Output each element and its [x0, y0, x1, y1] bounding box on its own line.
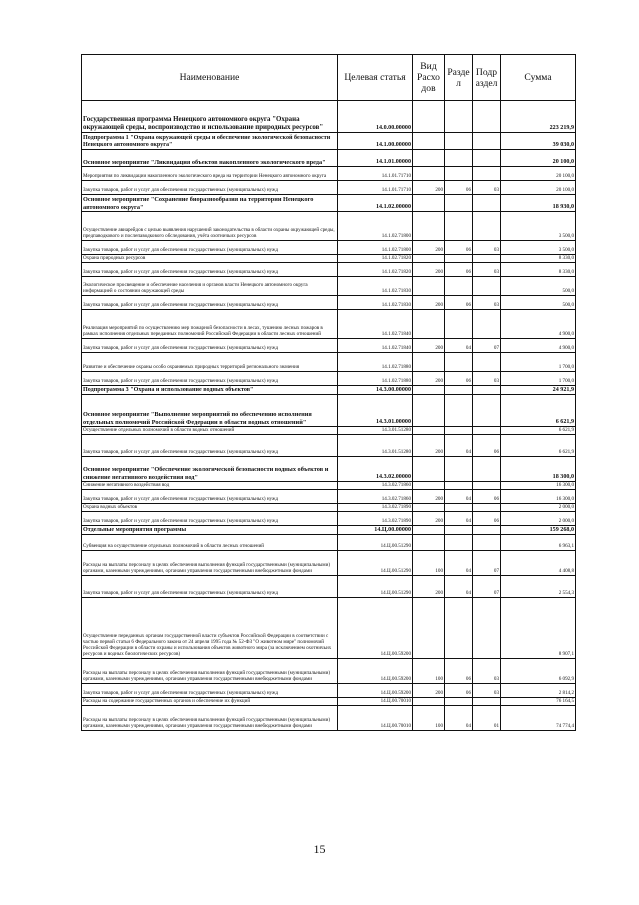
table-row: [82, 457, 576, 482]
row-subsection: [473, 353, 501, 372]
row-target-code: 14.3.02.71890: [338, 504, 413, 512]
row-sum: 18 930,0: [501, 195, 576, 212]
row-subsection: [473, 698, 501, 706]
row-target-code: 14.1.02.71820: [338, 263, 413, 277]
row-section: [445, 427, 473, 435]
table-row: [82, 512, 576, 526]
row-target-code: 14.1.02.71820: [338, 255, 413, 263]
row-section: [445, 101, 473, 133]
table-row: [82, 504, 576, 512]
row-section: [445, 353, 473, 372]
row-sum: 2 000,0: [501, 512, 576, 526]
row-expense-type: 200: [413, 181, 445, 195]
row-name: Осуществление переданных органам государственной власти субъектов Российской Федерации в соответствии с частью первой статьи 6 Федерального закона от 24 апреля 1995 года № 52-ФЗ "О животном мире" полномочий Российской Федерации в области охраны и использования объектов животного мира (за исключением охотничьих ресурсов и водных биологических ресурсов): [82, 598, 338, 659]
row-subsection: [473, 101, 501, 133]
row-section: [445, 386, 473, 395]
row-expense-type: [413, 535, 445, 551]
row-expense-type: 200: [413, 435, 445, 457]
row-sum: 76 164,5: [501, 698, 576, 706]
table-row: [82, 372, 576, 386]
row-name: Основное мероприятие "Выполнение мероприятий по обеспечению исполнения отдельных полномочий Российской Федерации в области водных отношений": [82, 395, 338, 427]
row-name: Расходы на выплаты персоналу в целях обеспечения выполнения функций государственными (муниципальными) органами, казенными учреждениями, органами управления государственными внебюджетными фондами: [82, 551, 338, 576]
row-target-code: 14.3.02.00000: [338, 457, 413, 482]
row-subsection: 07: [473, 576, 501, 598]
table-row: [82, 255, 576, 263]
table-row: [82, 535, 576, 551]
header-subsection: Подр аздел: [473, 55, 501, 101]
row-subsection: 07: [473, 551, 501, 576]
table-row: [82, 706, 576, 731]
row-target-code: 14.3.01.51280: [338, 427, 413, 435]
row-subsection: 06: [473, 490, 501, 504]
row-sum: 6 621,9: [501, 435, 576, 457]
row-target-code: 14.Ц.00.51290: [338, 535, 413, 551]
row-section: 06: [445, 659, 473, 684]
row-name: Мероприятия по ликвидации накопленного экологического вреда на территории Ненецкого автономного округа: [82, 167, 338, 181]
row-sum: 2 814,2: [501, 684, 576, 698]
row-sum: 20 100,0: [501, 167, 576, 181]
header-section: Разде л: [445, 55, 473, 101]
row-section: 06: [445, 241, 473, 255]
row-section: [445, 457, 473, 482]
row-section: [445, 150, 473, 167]
row-target-code: 14.3.02.71890: [338, 512, 413, 526]
row-subsection: 03: [473, 241, 501, 255]
row-target-code: 14.Ц.00.70010: [338, 698, 413, 706]
row-name: Экологическое просвещение и обеспечение населения и органов власти Ненецкого автономного округа информацией о состоянии окружающей среды: [82, 277, 338, 296]
row-expense-type: 200: [413, 512, 445, 526]
row-section: [445, 195, 473, 212]
row-target-code: 14.1.01.00000: [338, 150, 413, 167]
row-sum: 16 300,0: [501, 490, 576, 504]
row-subsection: [473, 535, 501, 551]
row-sum: 8 330,0: [501, 255, 576, 263]
row-sum: 18 300,0: [501, 457, 576, 482]
row-target-code: 14.Ц.00.00000: [338, 526, 413, 535]
row-target-code: 14.1.02.71830: [338, 296, 413, 310]
row-target-code: 14.1.02.71840: [338, 339, 413, 353]
row-subsection: [473, 212, 501, 241]
row-name: Подпрограмма 3 "Охрана и использование водных объектов": [82, 386, 338, 395]
page-number: 15: [313, 842, 326, 856]
row-sum: 16 300,0: [501, 482, 576, 490]
row-target-code: 14.0.00.00000: [338, 101, 413, 133]
row-sum: 500,0: [501, 277, 576, 296]
row-name: Субвенция на осуществление отдельных полномочий в области лесных отношений: [82, 535, 338, 551]
row-subsection: 07: [473, 339, 501, 353]
row-section: [445, 504, 473, 512]
row-expense-type: [413, 310, 445, 339]
row-name: Расходы на содержание государственных органов и обеспечение их функций: [82, 698, 338, 706]
row-expense-type: [413, 277, 445, 296]
table-row: [82, 353, 576, 372]
table-row: [82, 101, 576, 133]
row-sum: 20 100,0: [501, 150, 576, 167]
row-subsection: [473, 526, 501, 535]
row-target-code: 14.3.02.71860: [338, 490, 413, 504]
row-section: [445, 535, 473, 551]
row-sum: 20 100,0: [501, 181, 576, 195]
row-name: Закупка товаров, работ и услуг для обеспечения государственных (муниципальных) нужд: [82, 181, 338, 195]
table-row: [82, 490, 576, 504]
row-section: [445, 482, 473, 490]
row-expense-type: 100: [413, 659, 445, 684]
row-name: Основное мероприятие "Обеспечение экологической безопасности водных объектов и снижение негативного воздействия вод": [82, 457, 338, 482]
row-name: Подпрограмма 1 "Охрана окружающей среды и обеспечение экологической безопасности Ненецкого автономного округа": [82, 133, 338, 150]
row-sum: 2 554,3: [501, 576, 576, 598]
row-sum: 8 907,1: [501, 598, 576, 659]
row-sum: 39 030,0: [501, 133, 576, 150]
header-sum: Сумма: [501, 55, 576, 101]
row-target-code: 14.Ц.00.59200: [338, 598, 413, 659]
table-row: [82, 263, 576, 277]
table-row: [82, 698, 576, 706]
row-expense-type: [413, 698, 445, 706]
row-subsection: [473, 150, 501, 167]
row-sum: 6 963,1: [501, 535, 576, 551]
row-target-code: 14.Ц.00.59200: [338, 684, 413, 698]
row-expense-type: [413, 482, 445, 490]
row-subsection: [473, 457, 501, 482]
row-subsection: [473, 386, 501, 395]
row-name: Расходы на выплаты персоналу в целях обеспечения выполнения функций государственными (муниципальными) органами, казенными учреждениями, органами управления государственными внебюджетными фондами: [82, 659, 338, 684]
table-row: [82, 296, 576, 310]
table-row: [82, 241, 576, 255]
table-row: [82, 395, 576, 427]
row-target-code: 14.3.00.00000: [338, 386, 413, 395]
row-expense-type: 200: [413, 263, 445, 277]
row-target-code: 14.1.02.00000: [338, 195, 413, 212]
row-target-code: 14.3.01.00000: [338, 395, 413, 427]
row-sum: 4 900,0: [501, 310, 576, 339]
table-row: [82, 551, 576, 576]
row-name: Охрана водных объектов: [82, 504, 338, 512]
row-section: 06: [445, 684, 473, 698]
row-name: Закупка товаров, работ и услуг для обеспечения государственных (муниципальных) нужд: [82, 241, 338, 255]
row-name: Расходы на выплаты персоналу в целях обеспечения выполнения функций государственными (муниципальными) органами, казенными учреждениями, органами управления государственными внебюджетными фондами: [82, 706, 338, 731]
table-row: [82, 150, 576, 167]
row-target-code: 14.1.02.71880: [338, 372, 413, 386]
row-subsection: 01: [473, 706, 501, 731]
row-sum: 159 268,0: [501, 526, 576, 535]
row-section: [445, 310, 473, 339]
row-subsection: [473, 255, 501, 263]
row-target-code: 14.1.02.71840: [338, 310, 413, 339]
row-name: Закупка товаров, работ и услуг для обеспечения государственных (муниципальных) нужд: [82, 296, 338, 310]
row-name: Осуществление отдельных полномочий в области водных отношений: [82, 427, 338, 435]
row-name: Основное мероприятие "Сохранение биоразнообразия на территории Ненецкого автономного округа": [82, 195, 338, 212]
row-name: Снижение негативного воздействия вод: [82, 482, 338, 490]
header-code: Целевая статья: [338, 55, 413, 101]
table-row: [82, 576, 576, 598]
table-row: [82, 133, 576, 150]
row-expense-type: [413, 255, 445, 263]
row-target-code: 14.1.02.71800: [338, 241, 413, 255]
row-name: Закупка товаров, работ и услуг для обеспечения государственных (муниципальных) нужд: [82, 372, 338, 386]
budget-table: [81, 54, 576, 731]
row-section: [445, 526, 473, 535]
header-expense-type: Вид Расхо дов: [413, 55, 445, 101]
row-section: 06: [445, 372, 473, 386]
table-row: [82, 212, 576, 241]
header-name: Наименование: [82, 55, 338, 101]
row-subsection: [473, 598, 501, 659]
row-expense-type: 200: [413, 490, 445, 504]
row-target-code: 14.1.02.71830: [338, 277, 413, 296]
row-subsection: 03: [473, 296, 501, 310]
row-expense-type: [413, 353, 445, 372]
row-expense-type: [413, 526, 445, 535]
row-name: Закупка товаров, работ и услуг для обеспечения государственных (муниципальных) нужд: [82, 684, 338, 698]
table-row: [82, 181, 576, 195]
row-section: 04: [445, 576, 473, 598]
row-expense-type: [413, 504, 445, 512]
row-subsection: [473, 427, 501, 435]
row-target-code: 14.Ц.00.70010: [338, 706, 413, 731]
row-subsection: [473, 395, 501, 427]
row-sum: 1 700,0: [501, 353, 576, 372]
row-expense-type: [413, 212, 445, 241]
row-target-code: 14.1.02.71880: [338, 353, 413, 372]
row-sum: 74 774,4: [501, 706, 576, 731]
row-expense-type: 200: [413, 684, 445, 698]
row-section: [445, 698, 473, 706]
table-header-row: [82, 55, 576, 101]
table-row: [82, 386, 576, 395]
row-expense-type: [413, 167, 445, 181]
row-subsection: 03: [473, 684, 501, 698]
row-name: Реализация мероприятий по осуществлению мер пожарной безопасности в лесах, тушению лесных пожаров в рамках исполнения отдельных переданных полномочий Российской Федерации в области лесных отношений: [82, 310, 338, 339]
row-expense-type: [413, 195, 445, 212]
row-section: [445, 212, 473, 241]
row-section: [445, 167, 473, 181]
row-subsection: 06: [473, 512, 501, 526]
row-expense-type: 200: [413, 241, 445, 255]
row-target-code: 14.1.00.00000: [338, 133, 413, 150]
row-expense-type: [413, 457, 445, 482]
row-subsection: [473, 133, 501, 150]
row-expense-type: [413, 101, 445, 133]
row-sum: 1 700,0: [501, 372, 576, 386]
row-name: Закупка товаров, работ и услуг для обеспечения государственных (муниципальных) нужд: [82, 490, 338, 504]
row-expense-type: 200: [413, 339, 445, 353]
table-row: [82, 435, 576, 457]
row-subsection: [473, 310, 501, 339]
row-expense-type: [413, 395, 445, 427]
row-section: [445, 598, 473, 659]
row-name: Основное мероприятие "Ликвидация объектов накопленного экологического вреда": [82, 150, 338, 167]
table-row: [82, 277, 576, 296]
table-row: [82, 427, 576, 435]
row-section: 06: [445, 181, 473, 195]
row-name: Отдельные мероприятия программы: [82, 526, 338, 535]
table-row: [82, 598, 576, 659]
row-target-code: 14.Ц.00.51290: [338, 551, 413, 576]
row-sum: 2 000,0: [501, 504, 576, 512]
row-sum: 223 219,9: [501, 101, 576, 133]
row-sum: 4 900,0: [501, 339, 576, 353]
row-sum: 8 330,0: [501, 263, 576, 277]
row-expense-type: 200: [413, 372, 445, 386]
row-target-code: 14.1.01.71710: [338, 167, 413, 181]
row-subsection: 03: [473, 659, 501, 684]
row-subsection: 03: [473, 181, 501, 195]
row-name: Охрана природных ресурсов: [82, 255, 338, 263]
row-expense-type: 100: [413, 551, 445, 576]
row-subsection: [473, 167, 501, 181]
row-section: 04: [445, 435, 473, 457]
row-sum: 3 500,0: [501, 212, 576, 241]
row-name: Закупка товаров, работ и услуг для обеспечения государственных (муниципальных) нужд: [82, 435, 338, 457]
row-name: Государственная программа Ненецкого автономного округа "Охрана окружающей среды, воспроизводство и использование природных ресурсов": [82, 101, 338, 133]
table-row: [82, 526, 576, 535]
row-target-code: 14.1.02.71800: [338, 212, 413, 241]
table-row: [82, 482, 576, 490]
row-section: 04: [445, 339, 473, 353]
row-target-code: 14.Ц.00.59200: [338, 659, 413, 684]
row-sum: 3 500,0: [501, 241, 576, 255]
row-section: [445, 255, 473, 263]
row-sum: 4 408,8: [501, 551, 576, 576]
row-section: 04: [445, 706, 473, 731]
row-expense-type: [413, 386, 445, 395]
row-expense-type: 200: [413, 576, 445, 598]
row-name: Развитие и обеспечение охраны особо охраняемых природных территорий регионального значения: [82, 353, 338, 372]
row-name: Закупка товаров, работ и услуг для обеспечения государственных (муниципальных) нужд: [82, 512, 338, 526]
row-section: [445, 277, 473, 296]
table-row: [82, 684, 576, 698]
row-expense-type: [413, 150, 445, 167]
row-subsection: [473, 277, 501, 296]
row-sum: 6 621,9: [501, 395, 576, 427]
table-body: [82, 101, 576, 731]
table-row: [82, 310, 576, 339]
row-target-code: 14.3.01.51280: [338, 435, 413, 457]
row-section: 04: [445, 490, 473, 504]
row-target-code: 14.1.01.71710: [338, 181, 413, 195]
row-expense-type: [413, 133, 445, 150]
row-section: [445, 395, 473, 427]
row-sum: 24 921,9: [501, 386, 576, 395]
row-sum: 6 092,9: [501, 659, 576, 684]
row-expense-type: [413, 427, 445, 435]
table-row: [82, 659, 576, 684]
row-name: Закупка товаров, работ и услуг для обеспечения государственных (муниципальных) нужд: [82, 339, 338, 353]
row-target-code: 14.Ц.00.51290: [338, 576, 413, 598]
table-row: [82, 195, 576, 212]
row-subsection: 03: [473, 372, 501, 386]
row-expense-type: 100: [413, 706, 445, 731]
row-expense-type: [413, 598, 445, 659]
row-name: Закупка товаров, работ и услуг для обеспечения государственных (муниципальных) нужд: [82, 576, 338, 598]
row-sum: 6 621,9: [501, 427, 576, 435]
row-section: 04: [445, 512, 473, 526]
row-expense-type: 200: [413, 296, 445, 310]
row-section: [445, 133, 473, 150]
row-name: Осуществление авиарейдов с целью выявления нарушений законодательства в области охраны окружающей среды, предпаводкового и послепаводкового обследования, учёта охотничьих ресурсов: [82, 212, 338, 241]
row-subsection: [473, 482, 501, 490]
row-section: 06: [445, 263, 473, 277]
row-sum: 500,0: [501, 296, 576, 310]
row-target-code: 14.3.02.71860: [338, 482, 413, 490]
table-row: [82, 339, 576, 353]
row-name: Закупка товаров, работ и услуг для обеспечения государственных (муниципальных) нужд: [82, 263, 338, 277]
table-row: [82, 167, 576, 181]
row-subsection: [473, 504, 501, 512]
row-section: 04: [445, 551, 473, 576]
row-subsection: 03: [473, 263, 501, 277]
row-subsection: 06: [473, 435, 501, 457]
row-subsection: [473, 195, 501, 212]
row-section: 06: [445, 296, 473, 310]
